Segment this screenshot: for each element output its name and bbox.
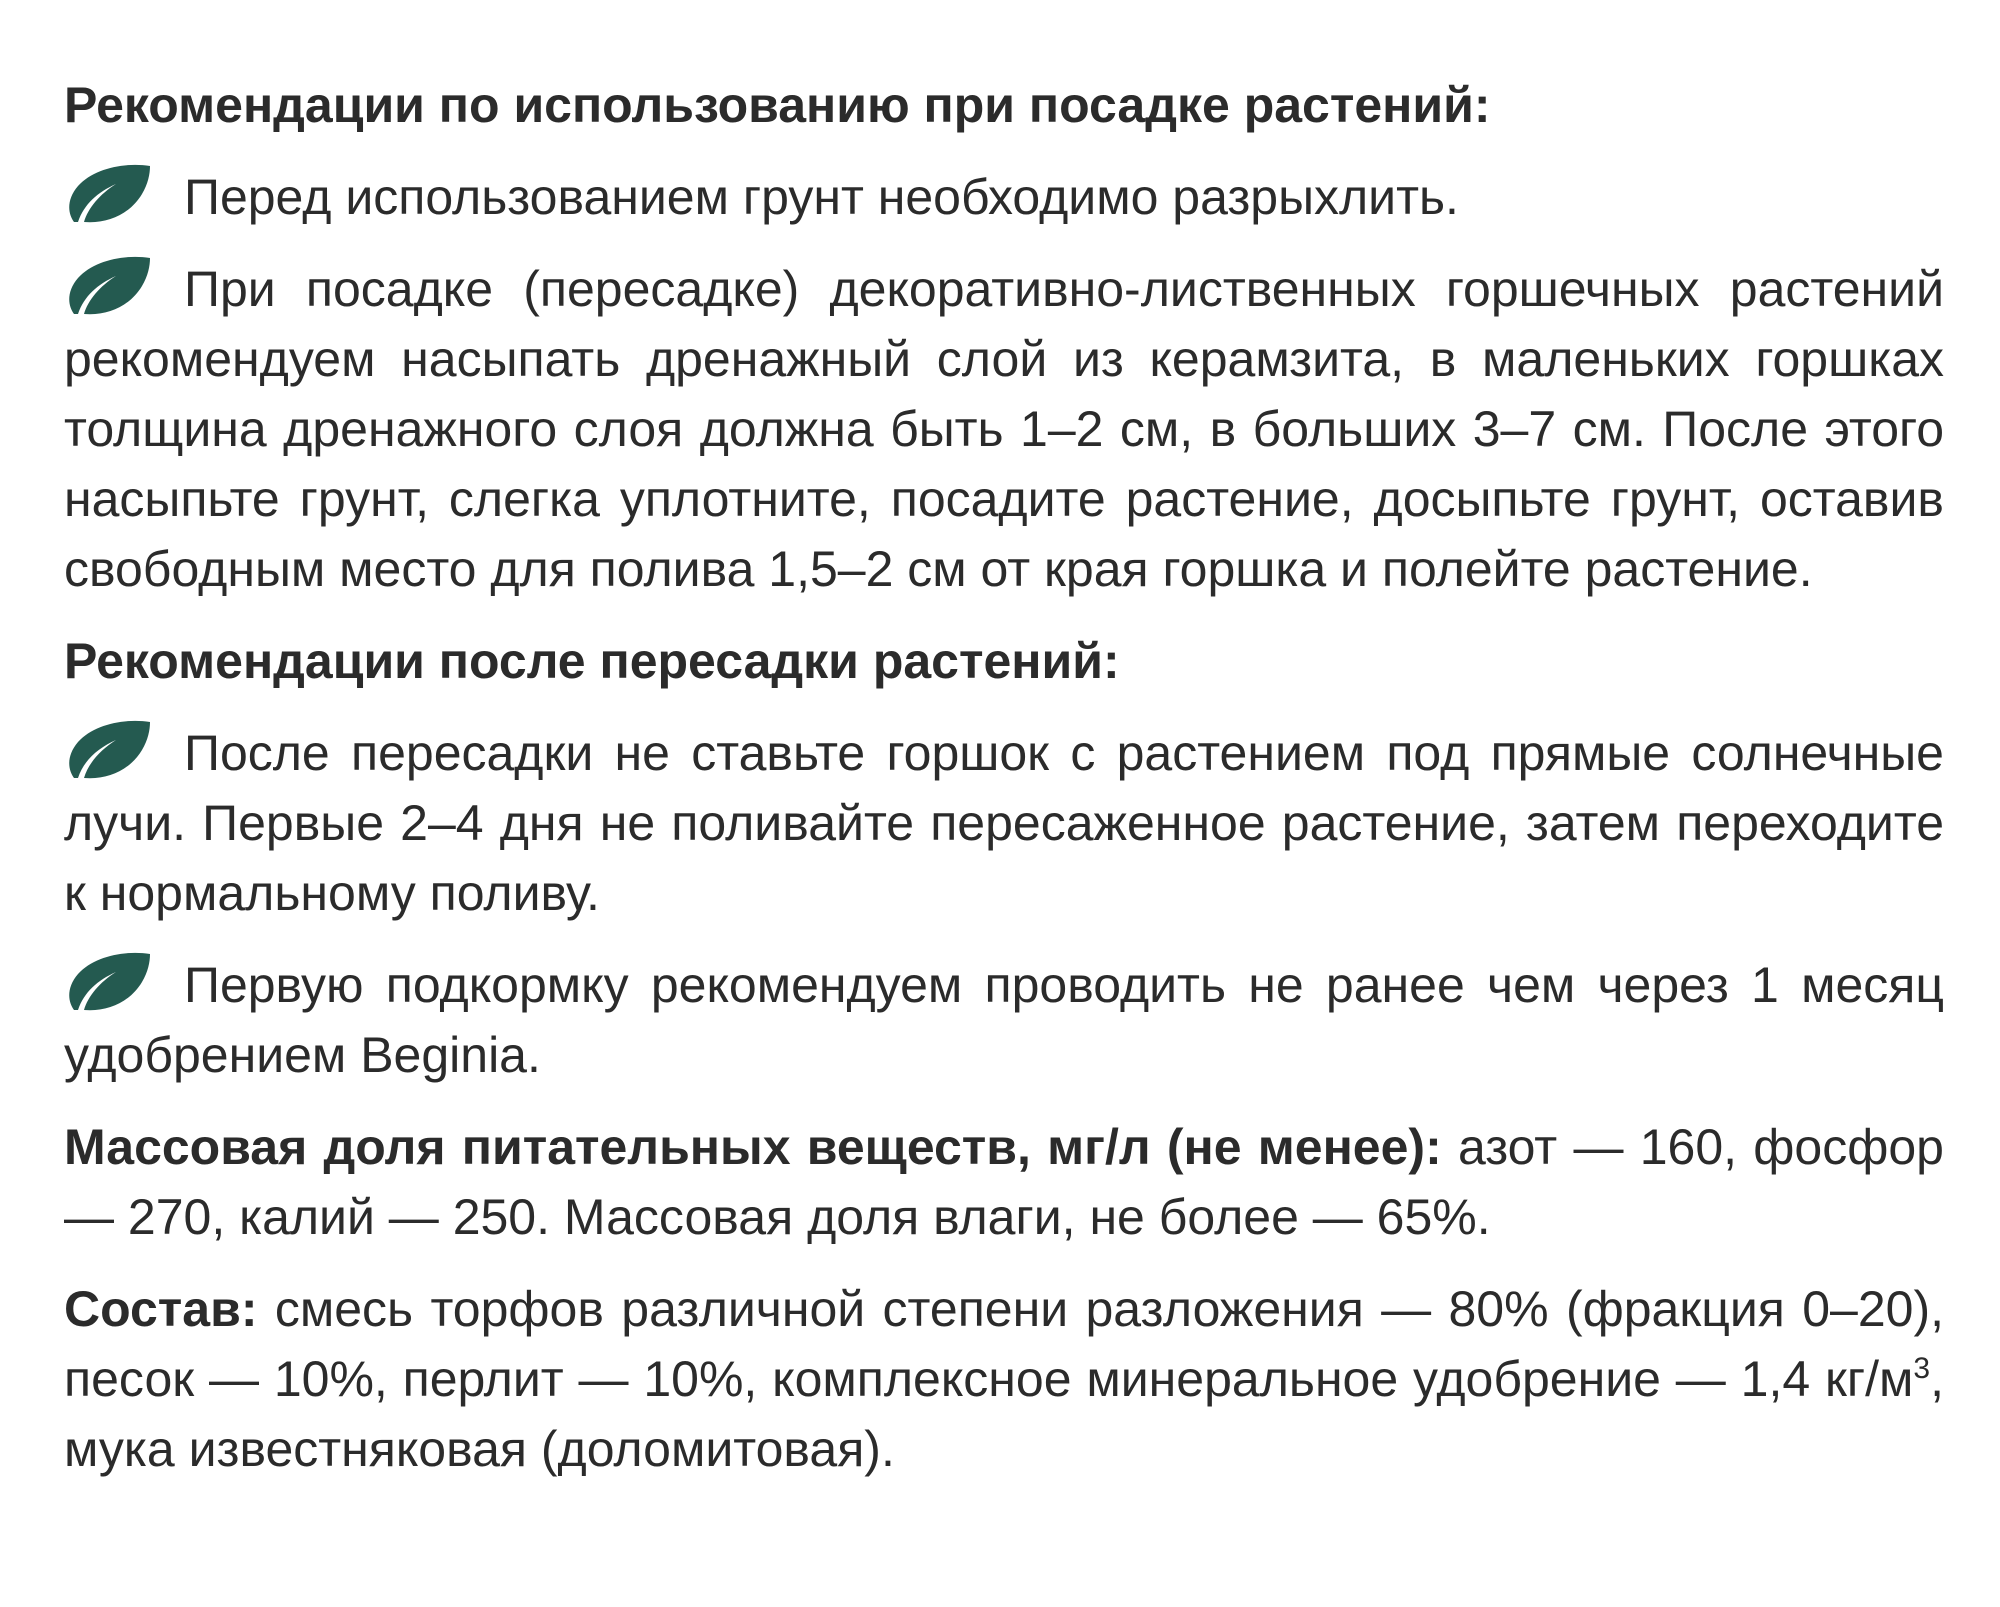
nutrients-label: Массовая доля питательных веществ, мг/л (не менее):: [64, 1119, 1442, 1175]
composition-text: смесь торфов различной степени разложения — 80% (фракция 0–20), песок — 10%, перлит — 10%, комплексное минеральное удобрение — 1,4 кг/м: [64, 1281, 1944, 1407]
after-heading: Рекомендации после пересадки растений:: [64, 633, 1120, 689]
leaf-icon: [64, 164, 154, 224]
composition-paragraph: [64, 1274, 1944, 1484]
nutrients-text: азот — 160, фосфор — 270, калий — 250. Массовая доля влаги, не более — 65%.: [64, 1119, 1944, 1245]
planting-item-text: При посадке (пересадке) декоративно-лиственных горшечных растений рекомендуем насыпать дренажный слой из керамзита, в маленьких горшках толщина дренажного слоя должна быть 1–2 см, в больших 3–7 см. После этого насыпьте грунт, слегка уплотните, посадите растение, досыпьте грунт, оставив свободным место для полива 1,5–2 см от края горшка и полейте растение.: [64, 261, 1944, 597]
planting-item-drainage: [64, 254, 1944, 604]
cubic-superscript: 3: [1913, 1352, 1931, 1385]
leaf-icon: [64, 952, 154, 1012]
after-item-text: Первую подкормку рекомендуем проводить не ранее чем через 1 месяц удобрением Beginia.: [64, 957, 1944, 1083]
planting-item-loosen: [64, 162, 1944, 232]
composition-text-end: , мука известняковая (доломитовая).: [64, 1351, 1944, 1477]
after-item-feeding: [64, 950, 1944, 1090]
planting-heading: Рекомендации по использованию при посадке растений:: [64, 77, 1491, 133]
planting-item-text: Перед использованием грунт необходимо разрыхлить.: [184, 169, 1459, 225]
after-item-text: После пересадки не ставьте горшок с растением под прямые солнечные лучи. Первые 2–4 дня не поливайте пересаженное растение, затем переходите к нормальному поливу.: [64, 725, 1944, 921]
composition-label: Состав:: [64, 1281, 258, 1337]
leaf-icon: [64, 720, 154, 780]
leaf-icon: [64, 256, 154, 316]
instructions-page: [64, 70, 1944, 1506]
after-item-sunlight: [64, 718, 1944, 928]
nutrients-paragraph: [64, 1112, 1944, 1252]
